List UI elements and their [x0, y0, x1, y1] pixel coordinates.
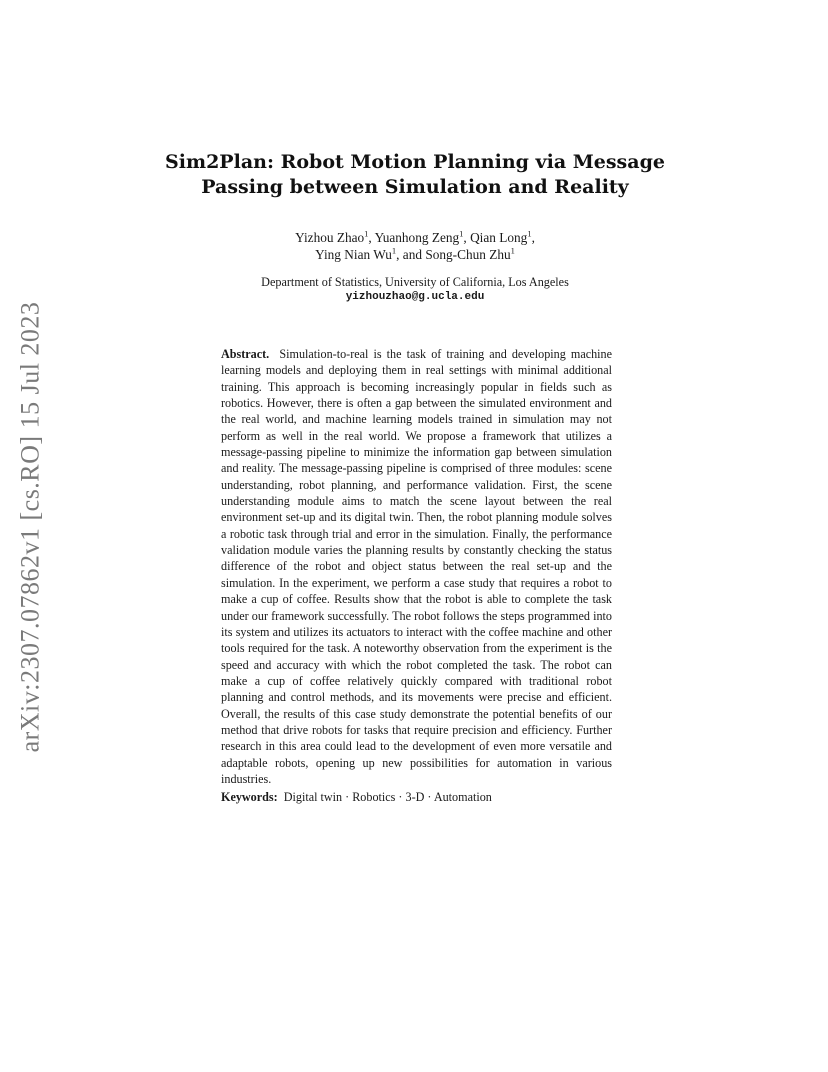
keyword-separator: ·	[395, 790, 406, 804]
abstract-label: Abstract.	[221, 347, 270, 361]
abstract-body: Simulation-to-real is the task of training and developing machine learning models and deploying them in real settings with minimal additional training. This approach is becoming increasingly popular in fields such as robotics. However, there is often a gap between the simulated environment and the real world, and machine learning models trained in simulation may not perform as well in the real world. We propose a framework that utilizes a message-passing pipeline to minimize the information gap between simulation and reality. The message-passing pipeline is comprised of three modules: scene understanding, robot planning, and performance validation. First, the scene understanding module aims to match the scene layout between the real environment set-up and its digital twin. Then, the robot planning module solves a robotic task through trial and error in the simulation. Finally, the performance validation module varies the planning results by constantly checking the status difference of the robot and object status between the real set-up and the simulation. In the experiment, we perform a case study that requires a robot to make a cup of coffee. Results show that the robot is able to complete the task under our framework successfully. The robot follows the steps programmed into its system and utilizes its actuators to interact with the coffee machine and other tools required for the task. A noteworthy observation from the experiment is the speed and accuracy with which the robot completed the task. The robot can make a cup of coffee relatively quickly compared with traditional robot planning and control methods, and its movements were precise and efficient. Overall, the results of this case study demonstrate the potential benefits of our method that drive robots for tasks that require precision and efficiency. Further research in this area could lead to the development of even more versatile and adaptable robots, opening up new possibilities for automation in various industries.	[221, 347, 613, 786]
keyword-separator: ·	[424, 790, 434, 804]
author-separator: ,	[368, 230, 375, 245]
keywords-line	[221, 789, 612, 805]
author-name: Song-Chun Zhu	[425, 247, 511, 262]
arxiv-identifier-stamp	[12, 296, 48, 758]
author-separator: ,	[463, 230, 471, 245]
author-name: Ying Nian Wu	[315, 247, 392, 262]
author-affiliation-mark: 1	[391, 245, 397, 256]
paper-title	[150, 150, 680, 200]
keywords-label: Keywords:	[221, 790, 278, 804]
author-line-1	[210, 229, 620, 246]
author-line-2	[210, 246, 620, 263]
author-email: yizhouzhao@g.ucla.edu	[345, 291, 485, 303]
keyword-separator: ·	[342, 790, 353, 804]
author-affiliation-mark: 1	[364, 228, 369, 239]
author-affiliation-mark: 1	[510, 245, 515, 256]
keyword: 3-D	[405, 790, 425, 804]
affiliation-block	[200, 275, 630, 305]
author-name: Yizhou Zhao	[295, 230, 365, 245]
keyword: Automation	[433, 790, 492, 804]
author-name: Yuanhong Zeng	[374, 230, 460, 245]
affiliation-text: Department of Statistics, University of California, Los Angeles	[261, 275, 569, 289]
author-list	[210, 229, 620, 263]
author-affiliation-mark: 1	[527, 228, 532, 239]
author-name: Qian Long	[470, 230, 528, 245]
keyword: Robotics	[352, 790, 396, 804]
author-separator: , and	[396, 247, 426, 262]
paper-title-line-1: Sim2Plan: Robot Motion Planning via Message	[165, 151, 665, 173]
arxiv-identifier-text: arXiv:2307.07862v1 [cs.RO] 15 Jul 2023	[15, 301, 45, 753]
paper-title-line-2: Passing between Simulation and Reality	[201, 176, 629, 198]
author-affiliation-mark: 1	[459, 228, 464, 239]
keyword: Digital twin	[283, 790, 343, 804]
author-separator: ,	[531, 230, 535, 245]
abstract-paragraph	[221, 346, 612, 787]
